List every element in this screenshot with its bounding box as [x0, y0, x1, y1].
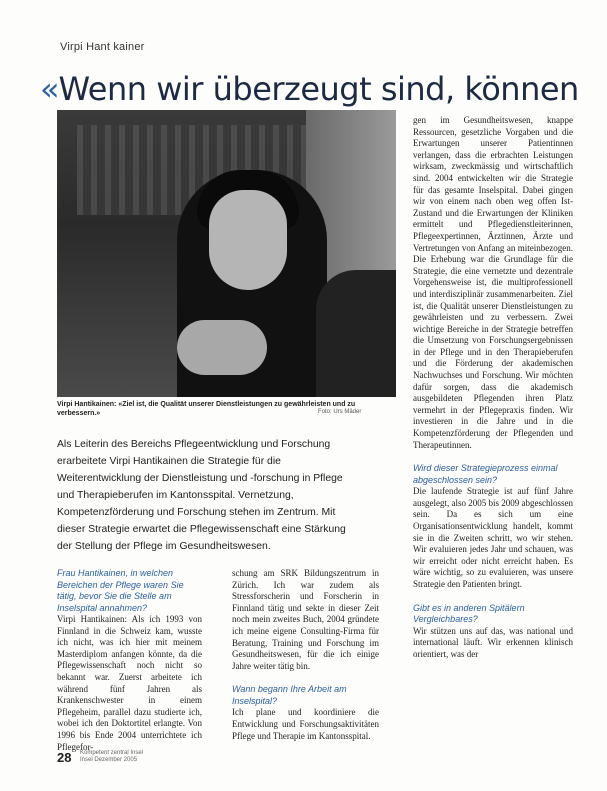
body-text: Ich plane und koordiniere die Entwicklung und Forschungsaktivitäten Pflege und Therapie im Kantonsspital. — [232, 707, 379, 741]
body-text: Wir stützen uns auf das, was national und international läuft. Wir erkennen klinisch orientiert, was der — [413, 625, 573, 659]
footer-info — [80, 750, 143, 764]
interview-answer: Virpi Hantikainen: Als ich 1993 von Finnland in die Schweiz kam, wusste ich nicht, was ich hier mit meinem Masterdiplom anfangen könnte, da die Pflegewissenschaft noch nicht so bekannt war. Zuerst arbeitete ich während fünf Jahren als Krankenschwester in einem Pflegeheim, parallel dazu studierte ich, wobei ich den Doktortitel erlangte. Von 1996 bis Ende 2004 unterrichtete ich Pflegefor- — [57, 614, 202, 752]
author-name: Virpi Hant kainer — [60, 41, 145, 53]
interview-question: Wann begann Ihre Arbeit am Inselspital? — [232, 684, 347, 706]
photo-person-face — [209, 190, 287, 290]
photo-listener — [316, 270, 396, 397]
photo-person-hand — [177, 320, 267, 375]
headline — [40, 70, 607, 108]
photo-caption: Virpi Hantikainen: «Ziel ist, die Qualität unserer Dienstleistungen zu gewährleisten und zu verbessern.» — [57, 401, 356, 417]
interview-question: Frau Hantikainen, in welchen Bereichen der Pflege waren Sie tätig, bevor Sie die Stelle am Inselspital annahmen? — [57, 568, 184, 613]
portrait-photo — [57, 110, 396, 397]
headline-text: Wenn wir überzeugt sind, können — [58, 70, 579, 108]
quote-mark: « — [40, 70, 59, 108]
footer-line: Kompetent zentral Insel — [80, 750, 144, 756]
body-text: schung am SRK Bildungszentrum in Zürich. Ich war zudem als Stressforscherin und Forscherin in Finnland tätig und sekte in dieser Zeit noch mein zweites Buch, 2004 gründete ich meine eigene Consulting-Firma für Beratung, Training und Forschung im Gesundheitswesen, für die ich einige Jahre weiter tätig bin. — [232, 568, 379, 671]
footer-line: Insel Dezember 2005 — [80, 757, 138, 763]
interview-question: Gibt es in anderen Spitälern Vergleichbares? — [413, 602, 525, 625]
photo-credit: Foto: Urs Mäder — [318, 409, 362, 415]
body-text: Die laufende Strategie ist auf fünf Jahre ausgelegt, also 2005 bis 2009 abgeschlossen sein. Da es sich um eine Organisationsentwicklung handelt, kommt sie in die Zweiten schritt, wo wir stehen. Wir evaluieren jedes Jahr und schauen, was wir erreicht oder nicht erreicht haben. Es wäre wichtig, so zu evaluieren, was unsere Strategie den Patienten bringt. — [413, 486, 573, 589]
column-2 — [232, 568, 379, 742]
interview-question: Wird dieser Strategieprozess einmal abgeschlossen sein? — [413, 463, 558, 485]
column-1 — [57, 568, 202, 753]
column-3 — [413, 115, 573, 660]
body-text: gen im Gesundheitswesen, knappe Ressourcen, gesetzliche Vorgaben und die Erwartungen unserer Patientinnen verlangen, dass die erbrachten Leistungen wirksam, zweckmässig und wirtschaftlich sind. 2004 entwickelten wir die Strategie für das gesamte Inselspital. Dabei gingen wir von einem nach oben weg offen Ist-Zustand und die Erwartungen der Kliniken ermittelt und Pflegedienstleiterinnen, Pflegeexpertinnen, Ärztinnen, Ärzte und Vertretungen von Anfang an miteinbezogen. Die Erhebung war die Grundlage für die Strategie, die eine vernetzte und dezentrale Vorgehensweise ist, die multiprofessionell und interdisziplinär zusammenarbeiten. Ziel ist, die Qualität unserer Dienstleistungen zu gewährleisten und zu verbessern. Zwei wichtige Bereiche in der Strategie betreffen die Umsetzung von Forschungsergebnissen in der Pflege und in den Therapieberufen und die Förderung der akademischen Nachwuchses und Forschung. Wir möchten dafür sorgen, dass die akademisch ausgebildeten Pflegenden ihren Platz vermehrt in der Pflegepraxis finden. Wir investieren in die Jahre und in die Kompetenzförderung der Pflegenden und Therapeutinnen. — [413, 115, 573, 450]
page-number: 28 — [57, 750, 72, 765]
intro-paragraph: Als Leiterin des Bereichs Pflegeentwicklung und Forschung erarbeitete Virpi Hantikainen die Strategie für die Weiterentwicklung der Dienstleistung und -forschung in Pflege und Therapieberufen im Kantonsspital. Vernetzung, Kompetenzförderung und Forschung stehen im Zentrum. Mit dieser Strategie erwartet die Pflegewissenschaft eine Stärkung der Stellung der Pflege im Gesundheitswesen. — [57, 439, 346, 552]
